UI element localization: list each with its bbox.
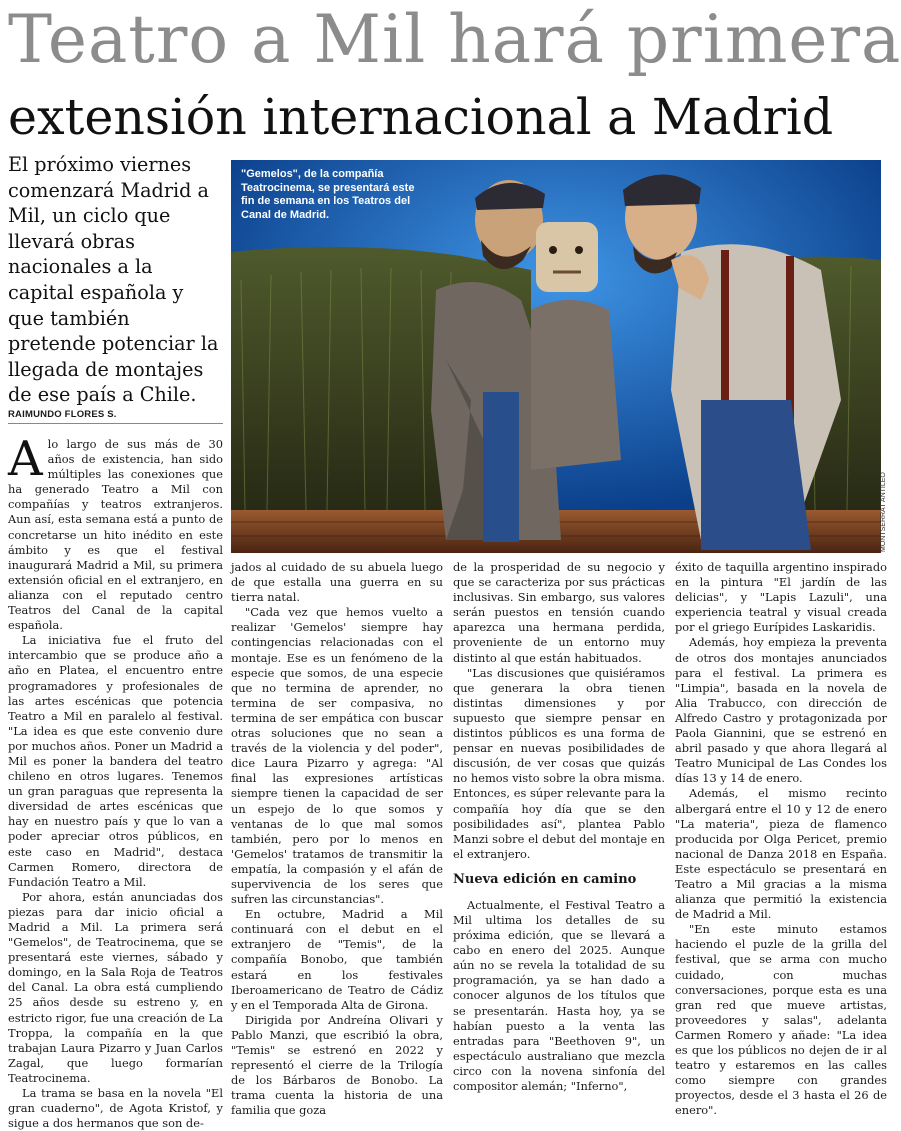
- paragraph: La iniciativa fue el fruto del intercambio que se produce año a año en Platea, el encuentro entre programadores y profesionales de las artes escénicas que potencia Teatro a Mil en paralelo al festival. "La idea es que este convenio dure por muchos años. Poner un Madrid a Mil es poner la bandera del teatro chileno en otros lugares. Tenemos un gran paraguas que representa la diversidad de artes escénicas que hay en nuestro país y que lo van a poder apreciar otros públicos, en este caso en Madrid", destaca Carmen Romero, directora de Fundación Teatro a Mil.: [8, 633, 223, 889]
- paragraph: éxito de taquilla argentino inspirado en la pintura "El jardín de las delicias", y "Lapis Lazuli", una experiencia teatral y visual creada por el griego Eurípides Laskaridis.: [675, 560, 887, 635]
- article-photo: [231, 160, 881, 553]
- paragraph: "Las discusiones que quisiéramos que generara la obra tienen distintas dimensiones y por supuesto que siempre pensar en distintos públicos es una forma de pensar en nuevas posibilidades de discusión, de ver cosas que quizás no hemos visto sobre la obra misma. Entonces, es súper relevante para la compañía hoy día que se den posibilidades así", plantea Pablo Manzi sobre el debut del montaje en el extranjero.: [453, 665, 665, 861]
- lead-paragraph: El próximo viernes comenzará Madrid a Mil, un ciclo que llevará obras nacionales a la capital española y que también pretende potenciar la llegada de montajes de ese país a Chile.: [8, 153, 219, 407]
- paragraph: Dirigida por Andreína Olivari y Pablo Manzi, que escribió la obra, "Temis" se estrenó en 2022 y representó el cierre de la Trilogía de los Bárbaros de Bonobo. La trama cuenta la historia de una familia que goza: [231, 1012, 443, 1118]
- photo-caption: "Gemelos", de la compañía Teatrocinema, se presentará este fin de semana en los Teatros del Canal de Madrid.: [241, 168, 415, 221]
- body-column-1: [8, 431, 223, 1131]
- paragraph: Por ahora, están anunciadas dos piezas para dar inicio oficial a Madrid a Mil. La primera será "Gemelos", de Teatrocinema, que se presentará este viernes, sábado y domingo, en la Sala Roja de Teatros del Canal. La obra está cumpliendo 25 años desde su estreno y, en estricto rigor, fue una creación de La Troppa, la compañía en la que trabajan Laura Pizarro y Juan Carlos Zagal, que luego formarían Teatrocinema.: [8, 889, 223, 1085]
- drop-cap: A: [8, 431, 43, 487]
- paragraph: Además, hoy empieza la preventa de otros dos montajes anunciados para el festival. La primera es "Limpia", basada en la novela de Alia Trabucco, con dirección de Alfredo Castro y protagonizada por Paola Giannini, que se estrenó en abril pasado y que ahora llegará al Teatro Municipal de Las Condes los días 13 y 14 de enero.: [675, 635, 887, 786]
- body-column-4: [675, 560, 887, 1118]
- headline-line-2: extensión internacional a Madrid: [8, 88, 834, 146]
- paragraph-1: Alo largo de sus más de 30 años de existencia, han sido múltiples las conexiones que ha generado Teatro a Mil con compañías y teatros extranjeros. Aun así, esta semana está a punto de concretarse un hito inédito en este ámbito y es que el festival inaugurará Madrid a Mil, su primera extensión oficial en el extranjero, en alianza con el reputado centro Teatros del Canal de la capital española.: [8, 431, 223, 633]
- photo-credit: MONTSERRAT ANTILEO: [880, 472, 887, 552]
- headline-line-1: Teatro a Mil hará primera: [8, 1, 901, 78]
- paragraph: La trama se basa en la novela "El gran cuaderno", de Agota Kristof, y sigue a dos hermanos que son de-: [8, 1086, 223, 1131]
- byline: RAIMUNDO FLORES S.: [8, 409, 223, 424]
- body-column-3: [453, 560, 665, 1093]
- paragraph: Actualmente, el Festival Teatro a Mil ultima los detalles de su próxima edición, que se llevará a cabo en enero del 2025. Aunque aún no se revela la totalidad de su programación, ya se han dado a conocer algunos de los títulos que se presentarán. Hasta hoy, ya se habían puesto a la venta las entradas para "Beethoven 9", un espectáculo australiano que mezcla circo con la novena sinfonía del compositor alemán; "Inferno",: [453, 897, 665, 1093]
- body-column-2: [231, 560, 443, 1118]
- paragraph: "En este minuto estamos haciendo el puzle de la grilla del festival, que se arma con mucho cuidado, con muchas conversaciones, porque esta es una gran red que mueve artistas, proveedores y salas", adelanta Carmen Romero y añade: "La idea es que los públicos no dejen de ir al teatro y estaremos en las calles como siempre con grandes proyectos, desde el 3 hasta el 26 de enero".: [675, 922, 887, 1118]
- paragraph: En octubre, Madrid a Mil continuará con el debut en el extranjero de "Temis", de la compañía Bonobo, que también estará en los festivales Iberoamericano de Teatro de Cádiz y en el Temporada Alta de Girona.: [231, 907, 443, 1012]
- paragraph: "Cada vez que hemos vuelto a realizar 'Gemelos' siempre hay contingencias relacionadas con el montaje. Ese es un fenómeno de la especie que somos, de una especie que no termina de aprender, no termina de ser compasiva, no termina de ser empática con buscar otras soluciones que no sean a través de la violencia y del poder", dice Laura Pizarro y agrega: "Al final las expresiones artísticas siempre tienen la capacidad de ser un espejo de lo que somos y ventanas de lo que mal somos también, pero por lo menos en 'Gemelos' tratamos de transmitir la empatía, la compasión y el afán de supervivencia de los seres que sufren las circunstancias".: [231, 605, 443, 907]
- paragraph: de la prosperidad de su negocio y que se caracteriza por sus prácticas inclusivas. Sin embargo, sus valores serán puestos en tensión cuando aparezca una hermana perdida, proveniente de un entorno muy distinto al que están habituados.: [453, 560, 665, 665]
- paragraph: Además, el mismo recinto albergará entre el 10 y 12 de enero "La materia", pieza de flamenco producida por Olga Pericet, premio nacional de Danza 2018 en España. Este espectáculo se presentará en Teatro a Mil gracias a la misma alianza que permitió la existencia de Madrid a Mil.: [675, 786, 887, 922]
- section-subheading: Nueva edición en camino: [453, 871, 637, 887]
- paragraph: jados al cuidado de su abuela luego de que estalla una guerra en su tierra natal.: [231, 560, 443, 605]
